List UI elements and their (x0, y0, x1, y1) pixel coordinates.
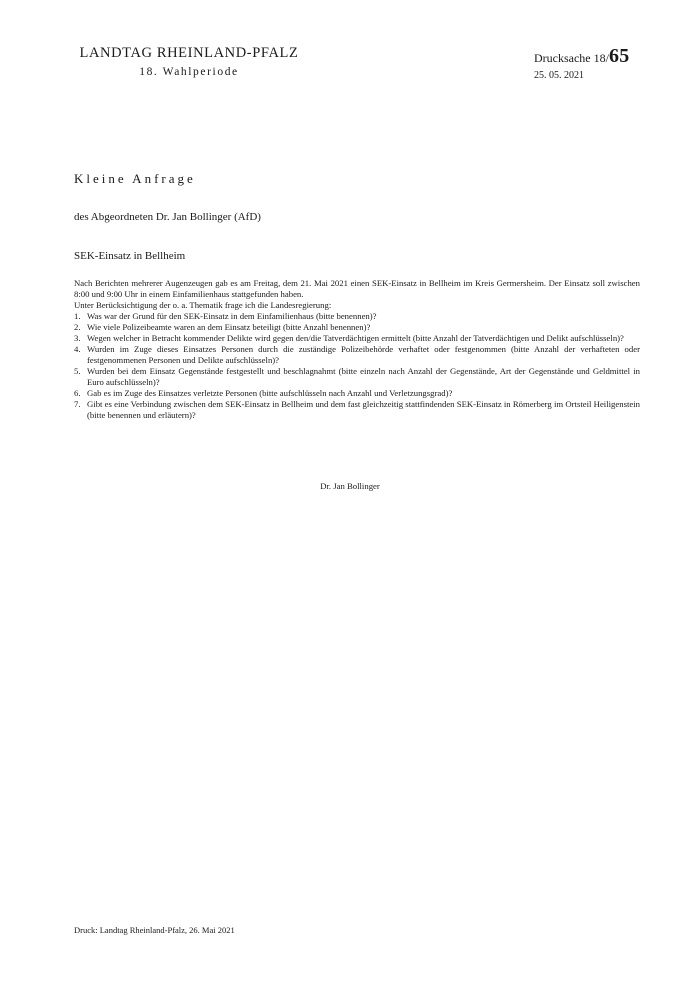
question-text: Gibt es eine Verbindung zwischen dem SEK-Einsatz in Bellheim und dem fast gleichzeitig stattfindenden SEK-Einsatz in Römerberg im Ortsteil Heiligenstein (bitte benennen und erläutern)? (87, 399, 640, 420)
document-body (74, 278, 640, 421)
intro-paragraph: Nach Berichten mehrerer Augenzeugen gab es am Freitag, dem 21. Mai 2021 einen SEK-Einsatz in Bellheim im Kreis Germersheim. Der Einsatz soll zwischen 8:00 und 9:00 Uhr in einem Einfamilienhaus stattgefunden haben. (74, 278, 640, 299)
question-item (74, 344, 640, 366)
document-header-right (534, 46, 654, 83)
question-text: Gab es im Zuge des Einsatzes verletzte Personen (bitte aufschlüsseln nach Anzahl und Verletzungsgrad)? (87, 388, 453, 398)
question-number: 1. (74, 311, 81, 321)
signature: Dr. Jan Bollinger (320, 481, 380, 491)
question-item (74, 399, 640, 421)
drucksache-reference (534, 46, 654, 68)
drucksache-label: Drucksache 18/ (534, 51, 609, 65)
author-line: des Abgeordneten Dr. Jan Bollinger (AfD) (74, 211, 261, 223)
question-number: 5. (74, 366, 81, 376)
lead-in-sentence: Unter Berücksichtigung der o. a. Thematik frage ich die Landesregierung: (74, 300, 332, 310)
question-text: Wegen welcher in Betracht kommender Delikte wird gegen den/die Tatverdächtigen ermittelt (bitte Anzahl der Tatverdächtigen und Delikt aufschlüsseln)? (87, 333, 624, 343)
question-item (74, 333, 640, 344)
question-item (74, 311, 640, 322)
question-number: 7. (74, 399, 81, 409)
question-number: 2. (74, 322, 81, 332)
print-footer: Druck: Landtag Rheinland-Pfalz, 26. Mai 2021 (74, 925, 235, 935)
legislative-period: 18. Wahlperiode (139, 66, 239, 78)
document-date: 25. 05. 2021 (534, 70, 584, 81)
question-number: 6. (74, 388, 81, 398)
question-text: Was war der Grund für den SEK-Einsatz in dem Einfamilienhaus (bitte benennen)? (87, 311, 377, 321)
question-text: Wurden bei dem Einsatz Gegenstände festgestellt und beschlagnahmt (bitte einzeln nach Anzahl der Gegenstände, Art der Gegenstände und Geldmittel in Euro aufschlüsseln)? (87, 366, 640, 387)
drucksache-number: 65 (608, 45, 630, 67)
question-text: Wie viele Polizeibeamte waren an dem Einsatz beteiligt (bitte Anzahl benennen)? (87, 322, 371, 332)
document-header-left (74, 44, 304, 80)
question-list (74, 311, 640, 421)
parliament-name: LANDTAG RHEINLAND-PFALZ (79, 45, 299, 61)
question-item (74, 366, 640, 388)
question-item (74, 322, 640, 333)
question-item (74, 388, 640, 399)
document-type-title: Kleine Anfrage (74, 171, 196, 186)
question-number: 4. (74, 344, 81, 354)
subject-heading: SEK-Einsatz in Bellheim (74, 250, 186, 262)
question-number: 3. (74, 333, 81, 343)
question-text: Wurden im Zuge dieses Einsatzes Personen durch die zuständige Polizeibehörde verhaftet oder festgenommen (bitte Anzahl der verhafteten oder festgenommenen Personen und Delikte aufschlüsseln)? (87, 344, 640, 365)
